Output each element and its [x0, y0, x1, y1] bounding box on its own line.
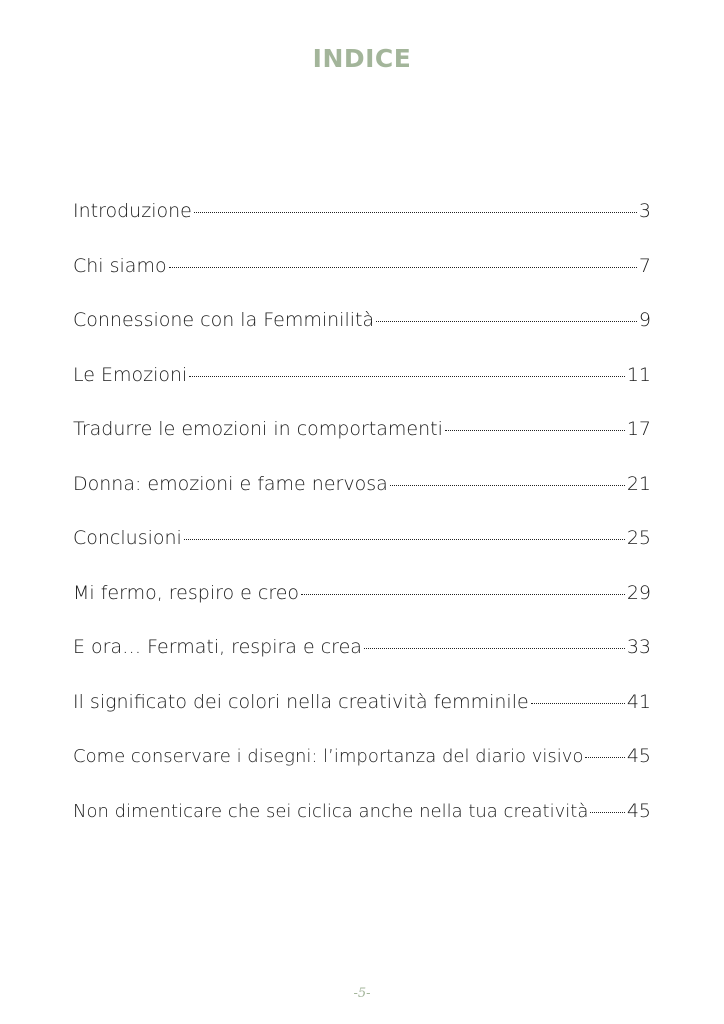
toc-entry[interactable]: [73, 580, 651, 635]
toc-leader-dots: [364, 648, 625, 649]
toc-leader-dots: [376, 321, 637, 322]
toc-entry-page: 45: [626, 799, 651, 822]
toc-entry[interactable]: [73, 471, 651, 526]
toc-entry[interactable]: [73, 362, 651, 417]
toc-leader-dots: [390, 485, 625, 486]
toc-entry-page: 45: [626, 745, 651, 767]
toc-leader-dots: [445, 430, 625, 431]
toc-entry-label: Non dimenticare che sei ciclica anche nella tua creatività: [73, 800, 589, 822]
table-of-contents: [73, 198, 651, 852]
toc-entry-label: E ora… Fermati, respira e crea: [73, 636, 362, 658]
toc-entry[interactable]: [73, 307, 651, 362]
toc-entry[interactable]: [73, 525, 651, 580]
page-title: INDICE: [312, 44, 412, 73]
toc-entry[interactable]: [73, 689, 651, 744]
toc-entry-page: 9: [638, 309, 651, 331]
toc-entry[interactable]: [73, 198, 651, 253]
toc-entry-label: Chi siamo: [73, 254, 167, 277]
toc-leader-dots: [189, 376, 624, 377]
toc-entry[interactable]: [73, 798, 651, 853]
toc-entry-page: 11: [626, 363, 651, 386]
toc-entry-page: 41: [626, 690, 651, 713]
toc-entry-page: 7: [638, 254, 651, 277]
toc-entry-label: Conclusioni: [73, 527, 182, 549]
toc-entry-page: 21: [626, 472, 651, 495]
toc-entry[interactable]: [73, 743, 651, 798]
page-number: -5-: [353, 986, 371, 1001]
toc-entry-label: Il significato dei colori nella creatività femminile: [73, 690, 529, 713]
toc-leader-dots: [585, 757, 624, 758]
toc-entry[interactable]: [73, 253, 651, 308]
toc-entry-label: Le Emozioni: [73, 363, 188, 386]
toc-entry-label: Come conservare i disegni: l’importanza del diario visivo: [73, 746, 584, 767]
toc-leader-dots: [301, 594, 625, 595]
toc-entry-page: 17: [626, 418, 651, 440]
toc-entry-label: Donna: emozioni e fame nervosa: [73, 472, 388, 495]
toc-entry[interactable]: [73, 416, 651, 471]
toc-entry-label: Connessione con la Femminilità: [73, 309, 375, 331]
toc-leader-dots: [194, 212, 637, 213]
toc-entry-page: 33: [626, 636, 651, 658]
toc-leader-dots: [184, 539, 625, 540]
toc-entry-page: 25: [626, 527, 651, 549]
toc-leader-dots: [531, 703, 625, 704]
toc-entry-label: Tradurre le emozioni in comportamenti: [73, 418, 443, 440]
toc-entry-page: 29: [626, 581, 651, 604]
toc-entry[interactable]: [73, 634, 651, 689]
toc-entry-label: Mi fermo, respiro e creo: [73, 581, 300, 604]
toc-entry-page: 3: [638, 200, 651, 222]
toc-leader-dots: [169, 267, 637, 268]
toc-entry-label: Introduzione: [73, 200, 192, 222]
toc-leader-dots: [590, 812, 624, 813]
